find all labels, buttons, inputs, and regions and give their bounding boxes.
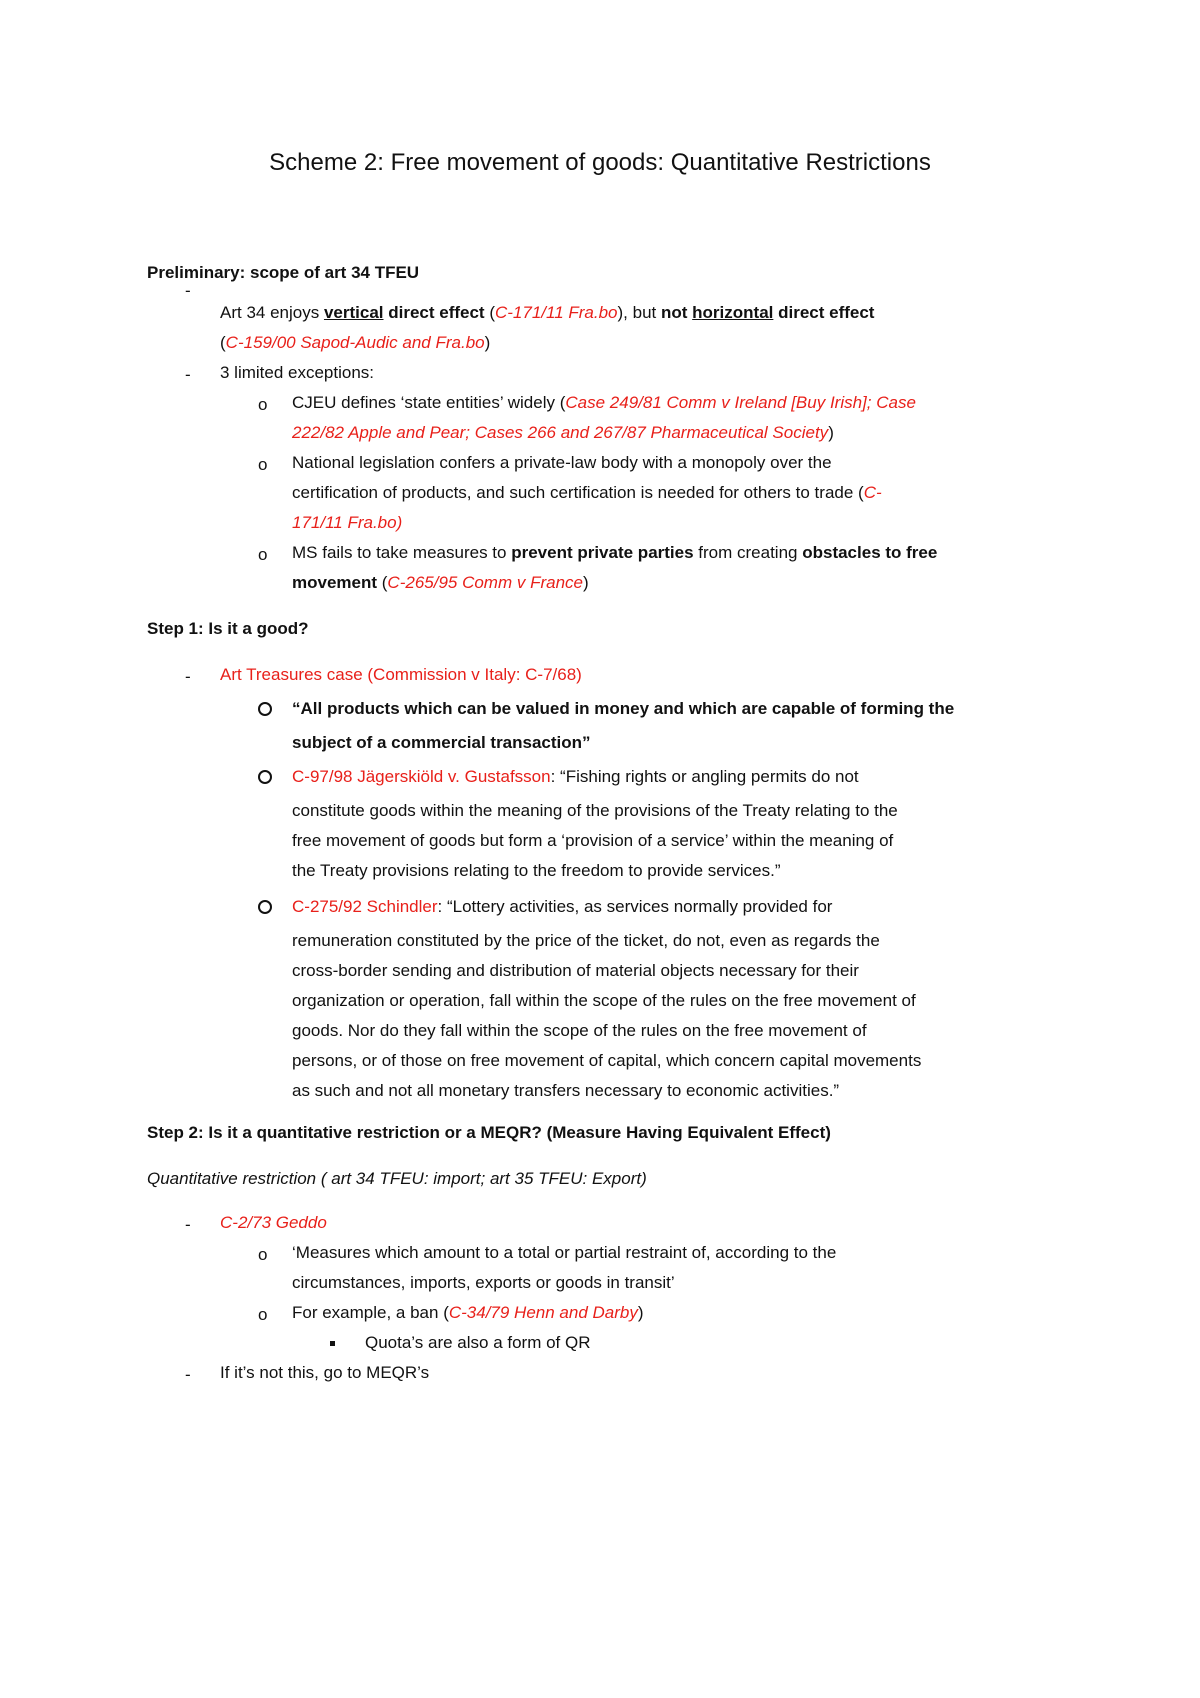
exception-private-parties-line2: movement (C-265/95 Comm v France) (292, 573, 589, 592)
schindler-line2: remuneration constituted by the price of the ticket, do not, even as regards the (292, 931, 880, 950)
schindler-line4: organization or operation, fall within the scope of the rules on the free movement of (292, 991, 916, 1010)
bullet-dash: - (185, 365, 191, 384)
art-treasures-quote-line2: subject of a commercial transaction” (292, 733, 591, 752)
bullet-dash: - (185, 667, 191, 686)
case-citation: C-275/92 Schindler (292, 897, 438, 916)
go-to-meqr: If it’s not this, go to MEQR’s (220, 1363, 430, 1382)
schindler-line3: cross-border sending and distribution of material objects necessary for their (292, 961, 859, 980)
hollow-circle-bullet-icon (258, 702, 272, 716)
example-ban: For example, a ban (C-34/79 Henn and Darby) (292, 1303, 644, 1322)
bullet-circle: o (258, 1305, 268, 1324)
section-heading-step1: Step 1: Is it a good? (147, 619, 309, 638)
exception-private-parties-line1: MS fails to take measures to prevent private parties from creating obstacles to free (292, 543, 938, 562)
geddo-definition-line2: circumstances, imports, exports or goods in transit’ (292, 1273, 675, 1292)
square-bullet-icon (330, 1341, 335, 1346)
case-geddo: C-2/73 Geddo (220, 1213, 327, 1232)
case-citation: C-34/79 Henn and Darby (448, 1303, 638, 1322)
quota-note: Quota’s are also a form of QR (365, 1333, 591, 1352)
case-citation: C-97/98 Jägerskiöld v. Gustafsson (292, 767, 551, 786)
art-treasures-quote-line1: “All products which can be valued in money and which are capable of forming the (292, 699, 955, 718)
case-citation: 222/82 Apple and Pear; Cases 266 and 267/87 Pharmaceutical Society (292, 423, 829, 442)
case-citation: C-171/11 Fra.bo (494, 303, 618, 322)
jagerskiold-line3: free movement of goods but form a ‘provision of a service’ within the meaning of (292, 831, 894, 850)
document-title: Scheme 2: Free movement of goods: Quantitative Restrictions (269, 149, 931, 176)
section-heading-preliminary: Preliminary: scope of art 34 TFEU (147, 263, 420, 282)
schindler-line6: persons, or of those on free movement of capital, which concern capital movements (292, 1051, 922, 1070)
case-citation: Case 249/81 Comm v Ireland [Buy Irish]; Case (565, 393, 916, 412)
exception-state-entities-line1: CJEU defines ‘state entities’ widely (Case 249/81 Comm v Ireland [Buy Irish]; Case (292, 393, 916, 412)
bullet-circle: o (258, 1245, 268, 1264)
exception-certification-line3: 171/11 Fra.bo) (292, 513, 403, 532)
bullet-circle: o (258, 455, 268, 474)
exception-certification-line1: National legislation confers a private-law body with a monopoly over the (292, 453, 832, 472)
schindler-line5: goods. Nor do they fall within the scope of the rules on the free movement of (292, 1021, 867, 1040)
hollow-circle-bullet-icon (258, 900, 272, 914)
exception-state-entities-line2: 222/82 Apple and Pear; Cases 266 and 267/87 Pharmaceutical Society) (292, 423, 834, 442)
case-citation: C-265/95 Comm v France (387, 573, 583, 592)
geddo-definition-line1: ‘Measures which amount to a total or partial restraint of, according to the (292, 1243, 837, 1262)
subheading-quantitative-restriction: Quantitative restriction ( art 34 TFEU: import; art 35 TFEU: Export) (147, 1169, 647, 1188)
bullet-dash: - (185, 281, 191, 300)
schindler-line7: as such and not all monetary transfers necessary to economic activities.” (292, 1081, 840, 1100)
list-item-direct-effect-line1: Art 34 enjoys vertical direct effect (C-171/11 Fra.bo), but not horizontal direct effect (220, 303, 875, 322)
list-item-limited-exceptions: 3 limited exceptions: (220, 363, 375, 382)
bullet-dash: - (185, 1215, 191, 1234)
hollow-circle-bullet-icon (258, 770, 272, 784)
case-citation: C-159/00 Sapod-Audic and Fra.bo (225, 333, 485, 352)
case-citation: C- (863, 483, 882, 502)
schindler-line1: C-275/92 Schindler: “Lottery activities, as services normally provided for (292, 897, 833, 916)
bullet-circle: o (258, 395, 268, 414)
jagerskiold-line2: constitute goods within the meaning of the provisions of the Treaty relating to the (292, 801, 898, 820)
bullet-circle: o (258, 545, 268, 564)
jagerskiold-line4: the Treaty provisions relating to the freedom to provide services.” (292, 861, 781, 880)
jagerskiold-line1: C-97/98 Jägerskiöld v. Gustafsson: “Fishing rights or angling permits do not (292, 767, 859, 786)
case-art-treasures: Art Treasures case (Commission v Italy: C-7/68) (220, 665, 582, 684)
list-item-direct-effect-line2: (C-159/00 Sapod-Audic and Fra.bo) (220, 333, 491, 352)
bullet-dash: - (185, 1365, 191, 1384)
section-heading-step2: Step 2: Is it a quantitative restriction or a MEQR? (Measure Having Equivalent Effect) (147, 1123, 831, 1142)
exception-certification-line2: certification of products, and such certification is needed for others to trade (C- (292, 483, 882, 502)
